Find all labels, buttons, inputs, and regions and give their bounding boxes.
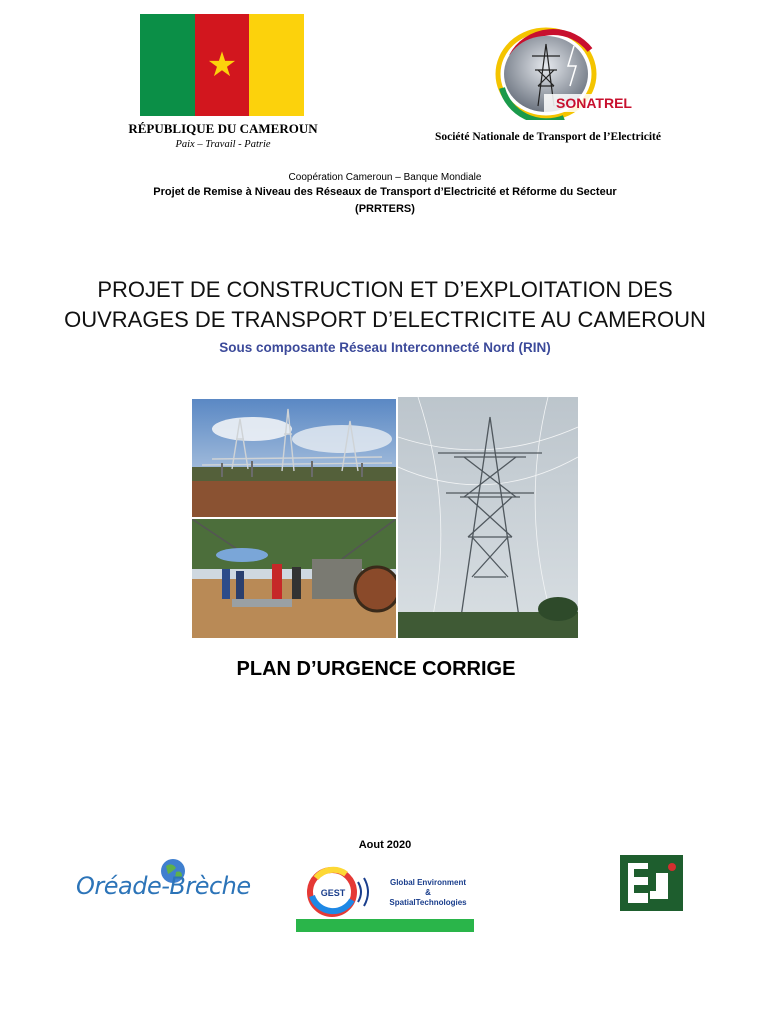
sonatrel-name: Société Nationale de Transport de l’Electricité [434, 131, 661, 143]
sonatrel-logo-text: SONATREL [556, 95, 632, 111]
flag-green-band [140, 14, 195, 116]
ej-logo [620, 855, 683, 911]
gest-badge-text: GEST [320, 888, 346, 898]
republic-title: RÉPUBLIQUE DU CAMEROUN [128, 121, 318, 136]
republic-motto: Paix – Travail - Patrie [175, 139, 271, 150]
gest-text-line-1: Global Environment [389, 878, 466, 887]
sonatrel-logo [494, 26, 642, 120]
gest-logo-bar [296, 919, 474, 932]
gest-logo-emblem [306, 866, 376, 918]
project-acronym: (PRRTERS) [355, 203, 415, 215]
project-line: Projet de Remise à Niveau des Réseaux de Transport d’Electricité et Réforme du Secteur [153, 186, 617, 198]
main-title-line-1: PROJET DE CONSTRUCTION ET D’EXPLOITATION DES [97, 277, 673, 302]
cooperation-line: Coopération Cameroun – Banque Mondiale [288, 172, 482, 183]
oreade-breche-logo: Oréade-Brèche [76, 872, 251, 900]
gest-text-line-2: & [425, 888, 431, 897]
flag-red-band [195, 14, 250, 116]
photo-workers [192, 519, 396, 638]
gest-text-line-3: SpatialTechnologies [389, 898, 467, 907]
gest-logo-text [378, 878, 478, 908]
subtitle: Sous composante Réseau Interconnecté Nord (RIN) [219, 340, 551, 355]
ej-logo-text: EJ [650, 909, 652, 910]
plan-title: PLAN D’URGENCE CORRIGE [236, 658, 516, 680]
photo-pylon [398, 397, 578, 638]
document-date: Aout 2020 [358, 839, 412, 851]
star-icon: ★ [206, 46, 238, 84]
main-title [20, 275, 750, 335]
photo-substation [192, 399, 396, 517]
cameroon-flag [140, 14, 304, 116]
flag-yellow-band [249, 14, 304, 116]
main-title-line-2: OUVRAGES DE TRANSPORT D’ELECTRICITE AU CAMEROUN [64, 307, 706, 332]
